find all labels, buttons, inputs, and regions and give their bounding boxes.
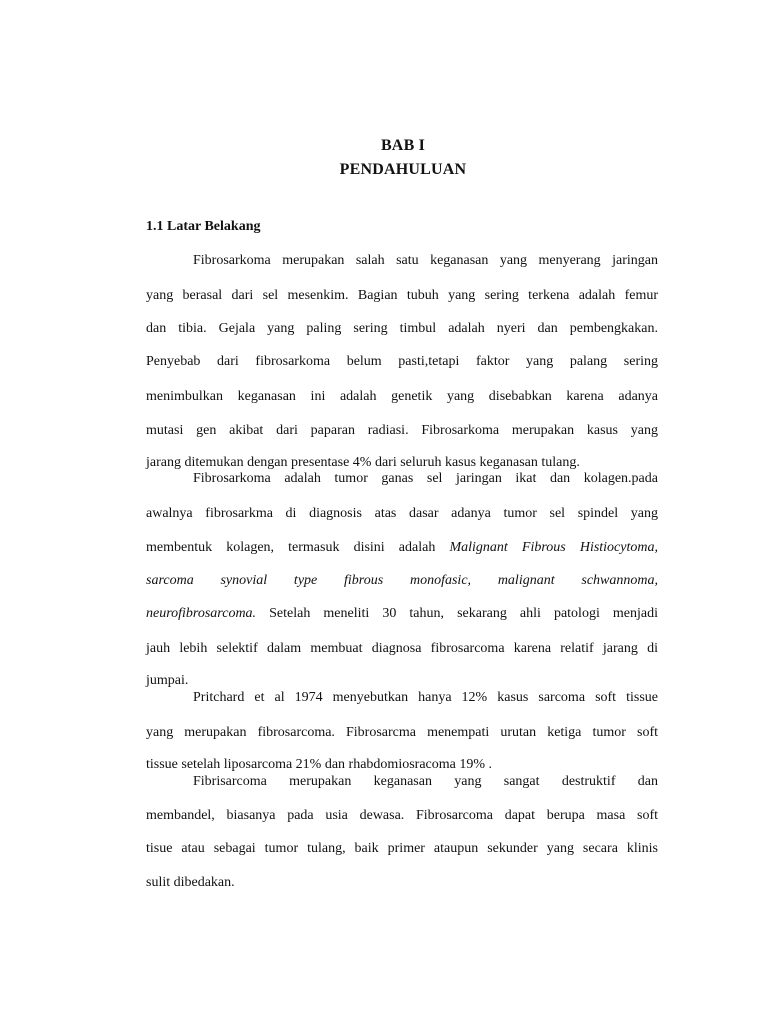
line-text: Setelah meneliti 30 tahun, sekarang ahli patologi menjadi bbox=[256, 606, 658, 621]
italic-term: Malignant Fibrous Histiocytoma, bbox=[449, 540, 658, 555]
line-text: jumpai. bbox=[146, 673, 189, 688]
line-text: membentuk kolagen, termasuk disini adalah bbox=[146, 540, 450, 555]
line-text: mutasi gen akibat dari paparan radiasi. Fibrosarkoma merupakan kasus yang bbox=[146, 423, 658, 438]
paragraph-line bbox=[193, 470, 658, 488]
paragraph-line bbox=[146, 874, 658, 892]
chapter-title: PENDAHULUAN bbox=[339, 161, 467, 178]
paragraph-line bbox=[146, 353, 658, 371]
line-text: Penyebab dari fibrosarkoma belum pasti,tetapi faktor yang palang sering bbox=[146, 354, 658, 369]
line-text: jauh lebih selektif dalam membuat diagnosa fibrosarcoma karena relatif jarang di bbox=[146, 641, 658, 656]
paragraph-line bbox=[146, 640, 658, 658]
paragraph-line bbox=[146, 320, 658, 338]
paragraph-line bbox=[146, 287, 658, 305]
line-text: awalnya fibrosarkma di diagnosis atas dasar adanya tumor sel spindel yang bbox=[146, 506, 658, 521]
paragraph-line bbox=[193, 773, 658, 791]
paragraph-line bbox=[193, 252, 658, 270]
paragraph-line bbox=[146, 605, 658, 623]
paragraph-line bbox=[146, 840, 658, 858]
line-text: jarang ditemukan dengan presentase 4% dari seluruh kasus keganasan tulang. bbox=[146, 455, 580, 470]
line-text: Fibrosarkoma merupakan salah satu keganasan yang menyerang jaringan bbox=[193, 253, 658, 268]
paragraph-line bbox=[146, 388, 658, 406]
line-text: yang merupakan fibrosarcoma. Fibrosarcma menempati urutan ketiga tumor soft bbox=[146, 725, 658, 740]
paragraph-line bbox=[146, 539, 658, 557]
section-heading: 1.1 Latar Belakang bbox=[146, 219, 261, 234]
line-text: yang berasal dari sel mesenkim. Bagian tubuh yang sering terkena adalah femur bbox=[146, 288, 658, 303]
line-text: Fibrosarkoma adalah tumor ganas sel jaringan ikat dan kolagen.pada bbox=[193, 471, 658, 486]
paragraph-line bbox=[146, 422, 658, 440]
paragraph-line bbox=[193, 689, 658, 707]
paragraph-line bbox=[146, 672, 658, 690]
line-text: menimbulkan keganasan ini adalah genetik yang disebabkan karena adanya bbox=[146, 389, 658, 404]
line-text: membandel, biasanya pada usia dewasa. Fibrosarcoma dapat berupa masa soft bbox=[146, 808, 658, 823]
chapter-number: BAB I bbox=[380, 137, 426, 154]
line-text: sulit dibedakan. bbox=[146, 875, 235, 890]
line-text: Pritchard et al 1974 menyebutkan hanya 12% kasus sarcoma soft tissue bbox=[193, 690, 658, 705]
paragraph-line bbox=[146, 756, 658, 774]
paragraph-line bbox=[146, 572, 658, 590]
line-text: Fibrisarcoma merupakan keganasan yang sangat destruktif dan bbox=[193, 774, 658, 789]
line-text: dan tibia. Gejala yang paling sering timbul adalah nyeri dan pembengkakan. bbox=[146, 321, 658, 336]
italic-term: neurofibrosarcoma. bbox=[146, 606, 257, 621]
line-text: tissue setelah liposarcoma 21% dan rhabdomiosracoma 19% . bbox=[146, 757, 493, 772]
paragraph-line bbox=[146, 724, 658, 742]
paragraph-line bbox=[146, 505, 658, 523]
italic-term: sarcoma synovial type fibrous monofasic, malignant schwannoma, bbox=[146, 573, 658, 588]
paragraph-line bbox=[146, 807, 658, 825]
line-text: tisue atau sebagai tumor tulang, baik primer ataupun sekunder yang secara klinis bbox=[146, 841, 658, 856]
